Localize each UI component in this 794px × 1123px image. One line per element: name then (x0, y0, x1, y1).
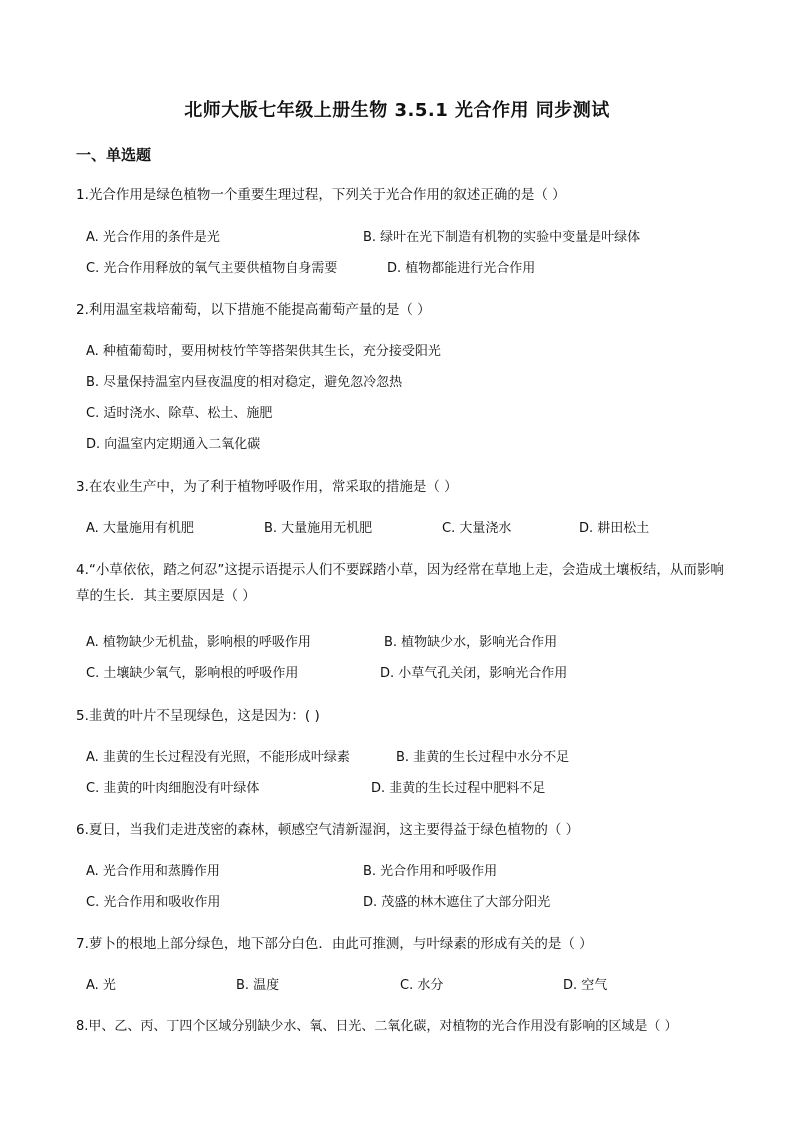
question-4-option-d[interactable]: D. 小草气孔关闭，影响光合作用 (380, 666, 568, 681)
question-1-option-a[interactable]: A. 光合作用的条件是光 (86, 230, 220, 245)
question-7-option-a[interactable]: A. 光 (86, 978, 116, 993)
question-7-option-b[interactable]: B. 温度 (236, 978, 280, 993)
question-4-option-a[interactable]: A. 植物缺少无机盐，影响根的呼吸作用 (86, 635, 311, 650)
question-6-option-b[interactable]: B. 光合作用和呼吸作用 (363, 864, 498, 879)
question-2-option-d[interactable]: D. 向温室内定期通入二氧化碳 (86, 437, 261, 452)
question-3-option-d[interactable]: D. 耕田松土 (579, 521, 650, 536)
question-4-option-c[interactable]: C. 土壤缺少氧气，影响根的呼吸作用 (86, 666, 299, 681)
question-7-option-d[interactable]: D. 空气 (563, 978, 608, 993)
question-5-option-c[interactable]: C. 韭黄的叶肉细胞没有叶绿体 (86, 781, 260, 796)
question-7-stem: 7.萝卜的根地上部分绿色，地下部分白色．由此可推测，与叶绿素的形成有关的是（ ） (76, 936, 593, 952)
question-1-option-b[interactable]: B. 绿叶在光下制造有机物的实验中变量是叶绿体 (363, 230, 641, 245)
question-5-option-d[interactable]: D. 韭黄的生长过程中肥料不足 (371, 781, 546, 796)
question-2-option-c[interactable]: C. 适时浇水、除草、松土、施肥 (86, 406, 273, 421)
question-3-option-c[interactable]: C. 大量浇水 (442, 521, 512, 536)
question-1-option-d[interactable]: D. 植物都能进行光合作用 (387, 261, 536, 276)
question-5-option-a[interactable]: A. 韭黄的生长过程没有光照，不能形成叶绿素 (86, 750, 350, 765)
question-2-stem: 2.利用温室栽培葡萄，以下措施不能提高葡萄产量的是（ ） (76, 302, 431, 318)
question-1-stem: 1.光合作用是绿色植物一个重要生理过程，下列关于光合作用的叙述正确的是（ ） (76, 187, 566, 203)
page-title: 北师大版七年级上册生物 3.5.1 光合作用 同步测试 (184, 100, 610, 121)
question-7-option-c[interactable]: C. 水分 (400, 978, 444, 993)
question-2-option-b[interactable]: B. 尽量保持温室内昼夜温度的相对稳定，避免忽冷忽热 (86, 375, 403, 390)
question-3-option-a[interactable]: A. 大量施用有机肥 (86, 521, 194, 536)
question-6-option-c[interactable]: C. 光合作用和吸收作用 (86, 895, 221, 910)
question-5-stem: 5.韭黄的叶片不呈现绿色，这是因为：( ) (76, 708, 320, 724)
question-3-option-b[interactable]: B. 大量施用无机肥 (264, 521, 373, 536)
question-6-stem: 6.夏日，当我们走进茂密的森林，顿感空气清新湿润，这主要得益于绿色植物的（ ） (76, 822, 580, 838)
question-4-stem: 4.“小草依依，踏之何忍”这提示语提示人们不要踩踏小草，因为经常在草地上走，会造成土壤板结，从而影响草的生长．其主要原因是（ ） (76, 562, 724, 604)
question-6-option-d[interactable]: D. 茂盛的林木遮住了大部分阳光 (363, 895, 551, 910)
question-2-option-a[interactable]: A. 种植葡萄时，要用树枝竹竿等搭架供其生长，充分接受阳光 (86, 344, 441, 359)
question-4-option-b[interactable]: B. 植物缺少水，影响光合作用 (384, 635, 558, 650)
question-1-option-c[interactable]: C. 光合作用释放的氧气主要供植物自身需要 (86, 261, 338, 276)
question-5-option-b[interactable]: B. 韭黄的生长过程中水分不足 (396, 750, 570, 765)
section-heading: 一、单选题 (76, 146, 152, 164)
question-6-option-a[interactable]: A. 光合作用和蒸腾作用 (86, 864, 220, 879)
question-3-stem: 3.在农业生产中，为了利于植物呼吸作用，常采取的措施是（ ） (76, 479, 458, 495)
question-8-stem: 8.甲、乙、丙、丁四个区域分别缺少水、氧、日光、二氧化碳，对植物的光合作用没有影响的区域是（ ） (76, 1019, 678, 1034)
